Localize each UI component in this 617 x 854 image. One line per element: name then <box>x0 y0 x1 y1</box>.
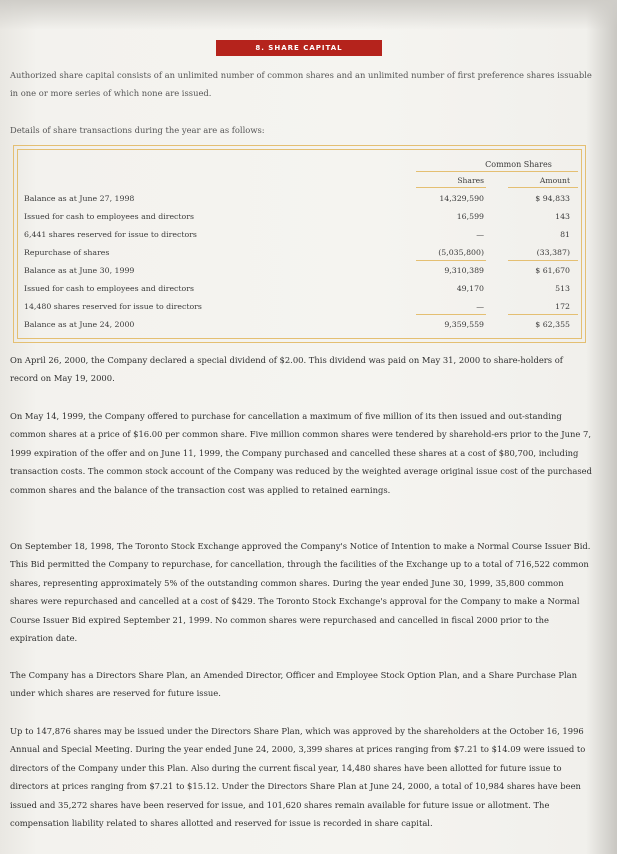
share-plans-paragraph: The Company has a Directors Share Plan, an Amended Director, Officer and Employee Stock Option Plan, and a Share Purchase Plan under which shares are reserved for future issue. <box>10 670 578 699</box>
col-header-amount: Amount <box>539 176 570 185</box>
row-shares: 14,329,590 <box>439 194 484 203</box>
share-transactions-table <box>13 145 586 343</box>
row-amount: (33,387) <box>536 248 570 257</box>
row-shares: — <box>476 230 484 239</box>
row-amount: 172 <box>555 302 570 311</box>
total-rule-shares <box>416 314 486 315</box>
row-shares: 9,359,559 <box>444 320 484 329</box>
row-label: Issued for cash to employees and directors <box>24 212 194 221</box>
row-amount: 513 <box>555 284 570 293</box>
row-shares: 9,310,389 <box>444 266 484 275</box>
row-amount: $ 61,670 <box>535 266 570 275</box>
issuer-bid-paragraph: On September 18, 1998, The Toronto Stock Exchange approved the Company's Notice of Intention to make a Normal Course Issuer Bid. This Bid permitted the Company to repurchase, for cancellation, through the facilities of the Exchange up to a total of 716,522 common shares, representing approximately 5% of the outstanding common shares. During the year ended June 30, 1999, 35,800 common shares were repurchased and cancelled at a cost of $429. The Toronto Stock Exchange's approval for the Company to make a Normal Course Issuer Bid expired September 21, 1999. No common shares were repurchased and cancelled in fiscal 2000 prior to the expiration date. <box>10 541 591 644</box>
row-amount: $ 94,833 <box>535 194 570 203</box>
row-label: 6,441 shares reserved for issue to directors <box>24 230 197 239</box>
row-label: Balance as at June 27, 1998 <box>24 194 135 203</box>
row-label: Repurchase of shares <box>24 248 110 257</box>
total-rule-amount <box>508 314 578 315</box>
directors-plan-paragraph: Up to 147,876 shares may be issued under the Directors Share Plan, which was approved by the shareholders at the October 16, 1996 Annual and Special Meeting. During the year ended June 24, 2000, 3,399 shares at prices ranging from $7.21 to $14.09 were issued to directors of the Company under this Plan. Also during the current fiscal year, 14,480 shares have been allotted for future issue to directors at prices ranging from $7.21 to $15.12. Under the Directors Share Plan at June 24, 2000, a total of 10,984 shares have been issued and 35,272 shares have been reserved for issue, and 101,620 shares remain available for future issue or allotment. The compensation liability related to shares allotted and reserved for issue is recorded in share capital. <box>10 726 586 829</box>
intro-paragraph: Authorized share capital consists of an unlimited number of common shares and an unlimited number of first preference shares issuable in one or more series of which none are issued. <box>10 70 592 99</box>
row-shares: — <box>476 302 484 311</box>
dividend-paragraph: On April 26, 2000, the Company declared a special dividend of $2.00. This dividend was paid on May 31, 2000 to share-holders of record on May 19, 2000. <box>10 355 563 384</box>
group-header-rule <box>416 171 578 172</box>
row-shares: 49,170 <box>456 284 484 293</box>
row-label: Balance as at June 30, 1999 <box>24 266 135 275</box>
section-header: 8. SHARE CAPITAL <box>216 40 382 56</box>
details-label: Details of share transactions during the year are as follows: <box>10 125 265 135</box>
row-label: Balance as at June 24, 2000 <box>24 320 135 329</box>
row-amount: 143 <box>555 212 570 221</box>
row-amount: $ 62,355 <box>535 320 570 329</box>
row-shares: (5,035,800) <box>438 248 484 257</box>
row-label: 14,480 shares reserved for issue to directors <box>24 302 202 311</box>
subtotal-rule-shares <box>416 260 486 261</box>
subtotal-rule-amount <box>508 260 578 261</box>
row-shares: 16,599 <box>456 212 484 221</box>
shares-header-rule <box>416 187 486 188</box>
page-top-shadow <box>0 0 617 30</box>
col-header-shares: Shares <box>457 176 484 185</box>
share-repurchase-paragraph: On May 14, 1999, the Company offered to purchase for cancellation a maximum of five million of its then issued and out-standing common shares at a price of $16.00 per common share. Five million common shares were tendered by sharehold-ers prior to the June 7, 1999 expiration of the offer and on June 11, 1999, the Company purchased and cancelled these shares at a cost of $80,700, including transaction costs. The common stock account of the Company was reduced by the weighted average original issue cost of the purchased common shares and the balance of the transaction cost was applied to retained earnings. <box>10 411 592 495</box>
row-amount: 81 <box>560 230 570 239</box>
group-header-common-shares: Common Shares <box>485 160 552 169</box>
amount-header-rule <box>508 187 578 188</box>
row-label: Issued for cash to employees and directors <box>24 284 194 293</box>
